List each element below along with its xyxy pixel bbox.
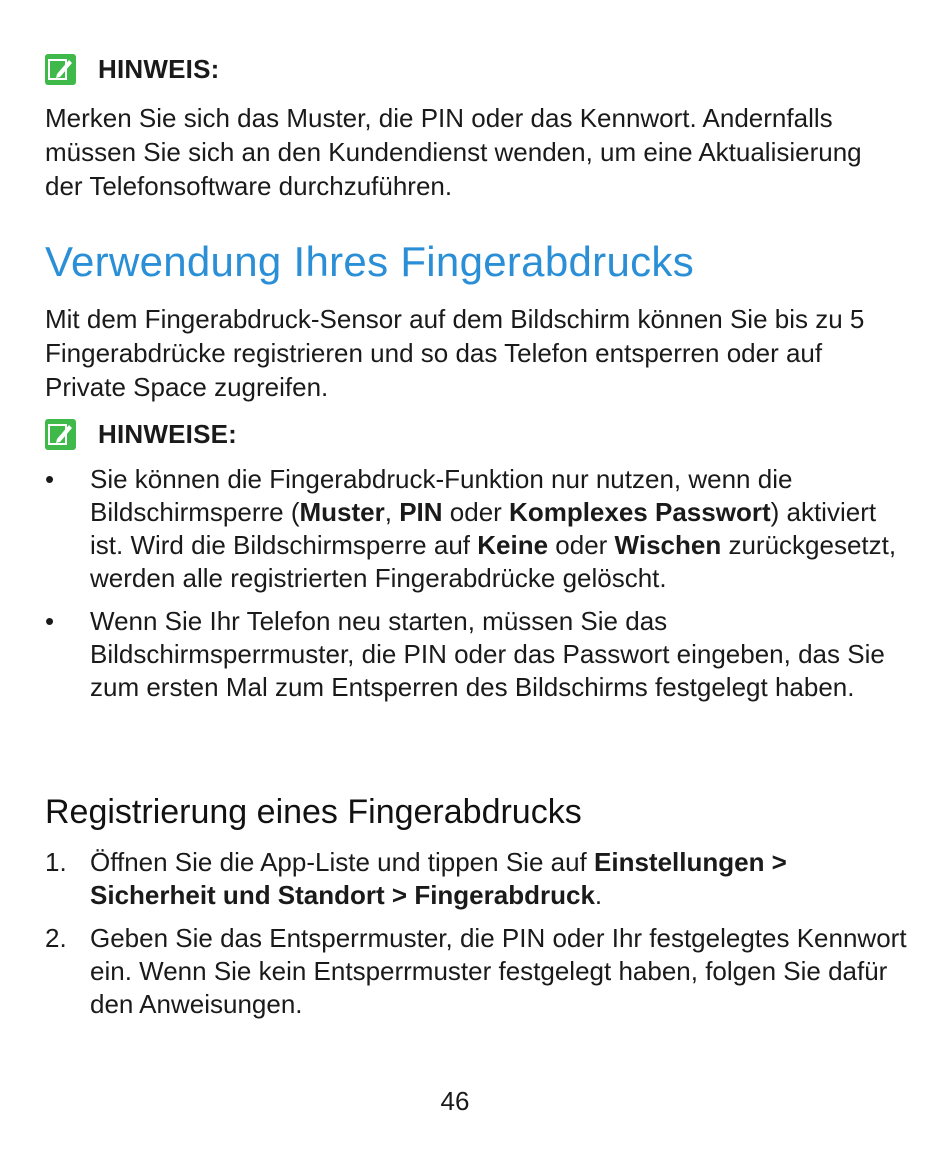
notes-label: HINWEISE: xyxy=(98,419,238,449)
note-header xyxy=(45,54,219,85)
notes-header xyxy=(45,419,237,450)
list-item: • Sie können die Fingerabdruck-Funktion nur nutzen, wenn die Bildschirmsperre (Muster, PIN oder Komplexes Passwort) aktiviert ist. Wird die Bildschirmsperre auf Keine oder Wischen zurückgesetzt, werden alle registrierten Fingerabdrücke gelöscht. xyxy=(45,464,897,593)
pencil-note-icon xyxy=(45,54,76,85)
pencil-note-icon xyxy=(45,419,76,450)
note-label: HINWEIS: xyxy=(98,54,220,84)
section-title: Verwendung Ihres Fingerabdrucks xyxy=(45,238,694,285)
step-item: 2. Geben Sie das Entsperrmuster, die PIN oder Ihr festgelegtes Kennwort ein. Wenn Sie kein Entsperrmuster festgelegt haben, folgen Sie dafür den Anweisungen. xyxy=(45,923,907,1019)
step-number: 1. xyxy=(45,847,67,877)
section-text: Mit dem Fingerabdruck-Sensor auf dem Bildschirm können Sie bis zu 5 Fingerabdrücke registrieren und so das Telefon entsperren oder auf Private Space zugreifen. xyxy=(45,304,865,402)
bullet: • xyxy=(45,464,55,494)
step-number: 2. xyxy=(45,923,67,953)
bullet: • xyxy=(45,606,55,636)
steps-list xyxy=(45,846,915,1021)
note-text: Merken Sie sich das Muster, die PIN oder das Kennwort. Andernfalls müssen Sie sich an den Kundendienst wenden, um eine Aktualisierung der Telefonsoftware durchzuführen. xyxy=(45,103,862,201)
subsection-title: Registrierung eines Fingerabdrucks xyxy=(45,793,582,831)
notes-list xyxy=(45,463,915,704)
list-item: • Wenn Sie Ihr Telefon neu starten, müssen Sie das Bildschirmsperrmuster, die PIN oder das Passwort eingeben, das Sie zum ersten Mal zum Entsperren des Bildschirms festgelegt haben. xyxy=(45,606,885,702)
page-number: 46 xyxy=(440,1086,470,1116)
step-item: 1. Öffnen Sie die App-Liste und tippen Sie auf Einstellungen > Sicherheit und Standort > Fingerabdruck. xyxy=(45,847,787,910)
